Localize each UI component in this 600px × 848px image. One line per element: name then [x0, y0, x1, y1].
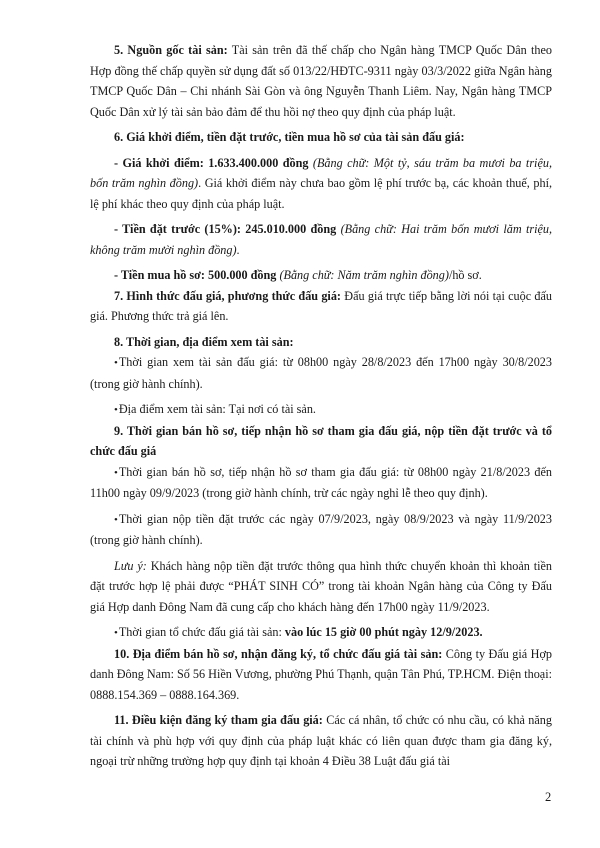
section-11-text: Các cá nhân, tổ chức có nhu cầu, có khả năng tài chính và phù hợp với quy định của pháp luật khác có liên quan được tham gia đăng ký, ngoại trừ những trường hợp quy định tại khoản 4 Điều 38 Luật đấu giá tài: [90, 713, 552, 768]
section-11-heading: 11. Điều kiện đăng ký tham gia đấu giá:: [114, 713, 323, 727]
deposit-words: (Bằng chữ: Hai trăm bốn mươi lăm triệu, không trăm mười nghìn đồng): [90, 222, 553, 257]
section-8-item-2: [90, 399, 552, 421]
section-9-item-2: [90, 509, 552, 551]
section-7-heading: 7. Hình thức đấu giá, phương thức đấu giá:: [114, 288, 341, 303]
bullet-icon: •: [114, 513, 118, 526]
section-10: [90, 644, 552, 706]
bullet-icon: •: [114, 627, 118, 639]
section-10-text: Công ty Đấu giá Hợp danh Đông Nam: Số 56 Hiền Vương, phường Phú Thạnh, quận Tân Phú, TP.HCM. Điện thoại: 0888.154.369 – 0888.164.369.: [90, 646, 552, 702]
deposit-label: - Tiền đặt trước (15%): 245.010.000 đồng: [114, 222, 337, 236]
section-9-item-1-text: Thời gian bán hồ sơ, tiếp nhận hồ sơ tham gia đấu giá: từ 08h00 ngày 21/8/2023 đến 11h00 ngày 09/9/2023 (trong giờ hành chính, trừ các ngày nghỉ lễ theo quy định).: [90, 464, 552, 500]
section-9-item-3-text: Thời gian tổ chức đấu giá tài sản:: [118, 625, 285, 639]
bullet-icon: •: [114, 404, 118, 416]
note-label: Lưu ý:: [114, 558, 147, 573]
section-6-heading-text: 6. Giá khởi điểm, tiền đặt trước, tiền mua hồ sơ của tài sản đấu giá:: [114, 130, 465, 144]
page-content: [90, 40, 552, 777]
section-8-item-1: [90, 352, 552, 394]
section-5-text: Tài sản trên đã thế chấp cho Ngân hàng TMCP Quốc Dân theo Hợp đồng thế chấp quyền sử dụng đất số 013/22/HĐTC-9311 ngày 03/3/2022 giữa Ngân hàng TMCP Quốc Dân – Chi nhánh Sài Gòn và ông Nguyễn Thanh Liêm. Nay, Ngân hàng TMCP Quốc Dân xử lý tài sản bảo đảm để thu hồi nợ theo quy định của pháp luật.: [90, 43, 552, 119]
deposit-end: .: [236, 242, 240, 257]
bullet-icon: •: [114, 357, 118, 369]
section-5: [90, 40, 552, 122]
dossier-paragraph: [90, 265, 552, 286]
start-price-paragraph: [90, 153, 552, 215]
section-8-item-1-text: Thời gian xem tài sản đấu giá: từ 08h00 ngày 28/8/2023 đến 17h00 ngày 30/8/2023 (trong giờ hành chính).: [90, 355, 552, 391]
section-8-item-2-text: Địa điểm xem tài sản: Tại nơi có tài sản.: [118, 402, 316, 416]
note-text: Khách hàng nộp tiền đặt trước thông qua hình thức chuyển khoản thì khoản tiền đặt trước hợp lệ phải được “PHÁT SINH CÓ” trong tài khoản Ngân hàng của Công ty Đấu giá Hợp danh Đông Nam đã cung cấp cho khách hàng đến 17h00 ngày 11/9/2023.: [90, 558, 552, 614]
section-9-item-2-text: Thời gian nộp tiền đặt trước các ngày 07/9/2023, ngày 08/9/2023 và ngày 11/9/2023 (trong giờ hành chính).: [90, 511, 552, 547]
section-6-heading: [90, 127, 552, 148]
section-9-item-3: [90, 622, 552, 644]
section-5-heading: 5. Nguồn gốc tài sản:: [114, 43, 228, 57]
start-price-note: . Giá khởi điểm này chưa bao gồm lệ phí trước bạ, các khoản thuế, phí, lệ phí khác theo quy định của pháp luật.: [90, 176, 553, 211]
bullet-icon: •: [114, 466, 118, 479]
section-9-note: [90, 556, 552, 618]
section-9-heading-text: 9. Thời gian bán hồ sơ, tiếp nhận hồ sơ tham gia đấu giá, nộp tiền đặt trước và tổ chức đấu giá: [90, 423, 552, 458]
auction-time: vào lúc 15 giờ 00 phút ngày 12/9/2023.: [284, 625, 483, 639]
dossier-end: /hồ sơ.: [448, 268, 482, 282]
section-7-text: Đấu giá trực tiếp bằng lời nói tại cuộc đấu giá. Phương thức trả giá lên.: [90, 288, 552, 323]
start-price-label: - Giá khởi điểm: 1.633.400.000 đồng: [114, 155, 309, 170]
section-10-heading: 10. Địa điểm bán hồ sơ, nhận đăng ký, tổ chức đấu giá tài sản:: [114, 646, 443, 661]
section-11: [90, 710, 552, 772]
section-8-heading: [90, 332, 552, 353]
page-number: 2: [545, 790, 552, 804]
start-price-words: (Bằng chữ: Một tỷ, sáu trăm ba mươi ba triệu, bốn trăm nghìn đồng): [90, 155, 552, 190]
section-7: [90, 286, 552, 327]
dossier-words: (Bằng chữ: Năm trăm nghìn đồng): [276, 268, 449, 282]
dossier-label: - Tiền mua hồ sơ: 500.000 đồng: [114, 268, 277, 282]
section-9-heading: [90, 421, 552, 462]
section-8-heading-text: 8. Thời gian, địa điểm xem tài sản:: [114, 334, 294, 349]
deposit-paragraph: [90, 219, 552, 260]
section-9-item-1: [90, 462, 552, 504]
